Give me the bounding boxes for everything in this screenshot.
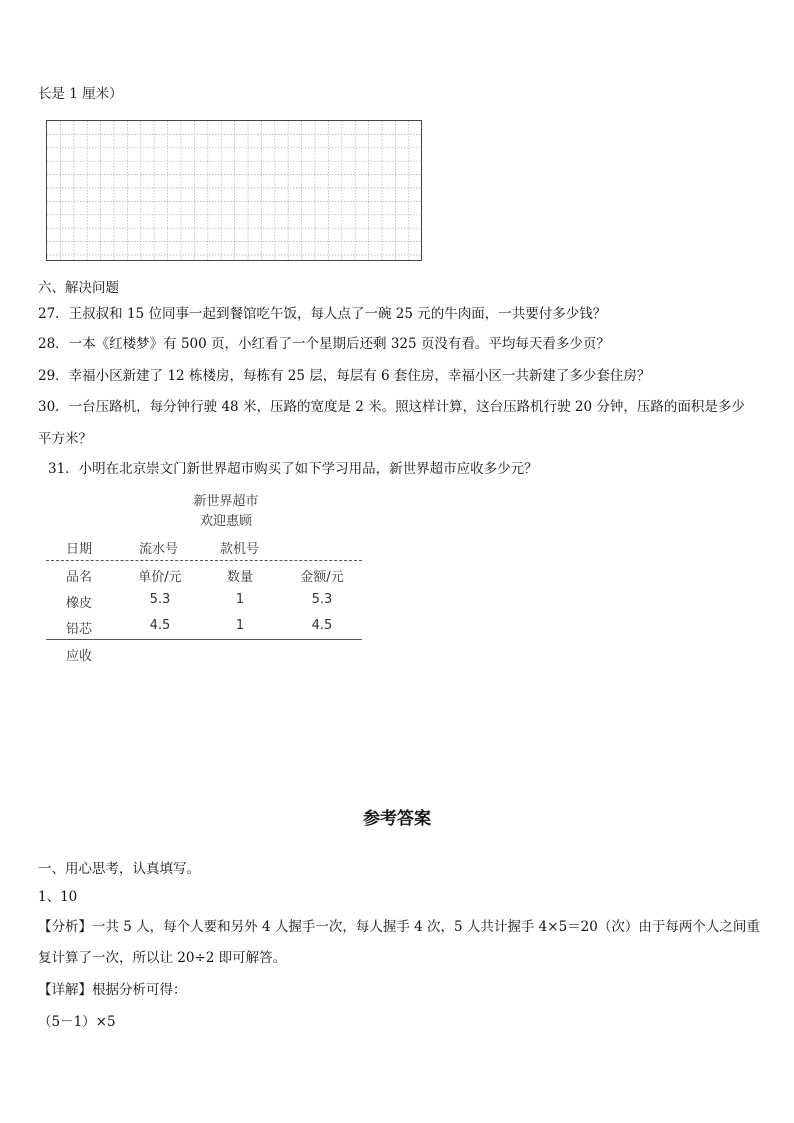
question-29: 29．幸福小区新建了 12 栋楼房，每栋有 25 层，每层有 6 套住房，幸福小区一共新建了多少套住房？ [38, 368, 651, 384]
grid-paper [46, 120, 422, 261]
question-continuation: 长是 1 厘米） [38, 86, 123, 102]
row-qty: 1 [235, 618, 245, 633]
section-title: 六、解决问题 [38, 280, 119, 296]
receipt-solid-divider [46, 639, 362, 640]
col-price: 单价/元 [138, 570, 182, 585]
receipt-dashed-divider [46, 560, 362, 561]
receipt-total-label: 应收 [66, 649, 93, 664]
answer-section-title: 一、用心思考，认真填写。 [38, 861, 200, 877]
receipt-store: 新世界超市 [193, 494, 259, 509]
receipt-date-label: 日期 [66, 542, 93, 557]
analysis-line2: 复计算了一次，所以让 20÷2 即可解答。 [38, 950, 287, 966]
question-31: 31．小明在北京崇文门新世界超市购买了如下学习用品，新世界超市应收多少元？ [48, 461, 538, 477]
formula-line: （5－1）×5 [38, 1014, 116, 1030]
row-item: 橡皮 [66, 596, 93, 611]
row-price: 5.3 [149, 592, 171, 607]
detail-line: 【详解】根据分析可得： [38, 982, 187, 998]
receipt-welcome: 欢迎惠顾 [199, 514, 252, 529]
question-30-line2: 平方米？ [38, 431, 92, 447]
row-amount: 4.5 [311, 618, 333, 633]
row-price: 4.5 [149, 618, 171, 633]
receipt-register-label: 款机号 [220, 542, 260, 557]
answer-1: 1、10 [38, 889, 78, 905]
question-27: 27．王叔叔和 15 位同事一起到餐馆吃午饭，每人点了一碗 25 元的牛肉面，一共要付多少钱？ [38, 306, 607, 322]
answers-title: 参考答案 [363, 809, 431, 829]
question-28: 28．一本《红楼梦》有 500 页，小红看了一个星期后还剩 325 页没有看。平均每天看多少页？ [38, 336, 610, 352]
row-amount: 5.3 [311, 592, 333, 607]
col-amount: 金额/元 [300, 570, 344, 585]
question-30-line1: 30．一台压路机，每分钟行驶 48 米，压路的宽度是 2 米。照这样计算，这台压路机行驶 20 分钟，压路的面积是多少 [38, 399, 745, 415]
row-item: 铅芯 [66, 622, 93, 637]
col-item: 品名 [66, 570, 93, 585]
row-qty: 1 [235, 592, 245, 607]
analysis-line1: 【分析】一共 5 人，每个人要和另外 4 人握手一次，每人握手 4 次，5 人共计握手 4×5＝20（次）由于每两个人之间重 [38, 919, 760, 935]
col-qty: 数量 [226, 570, 253, 585]
grid-lines [47, 121, 421, 260]
receipt-serial-label: 流水号 [139, 542, 179, 557]
